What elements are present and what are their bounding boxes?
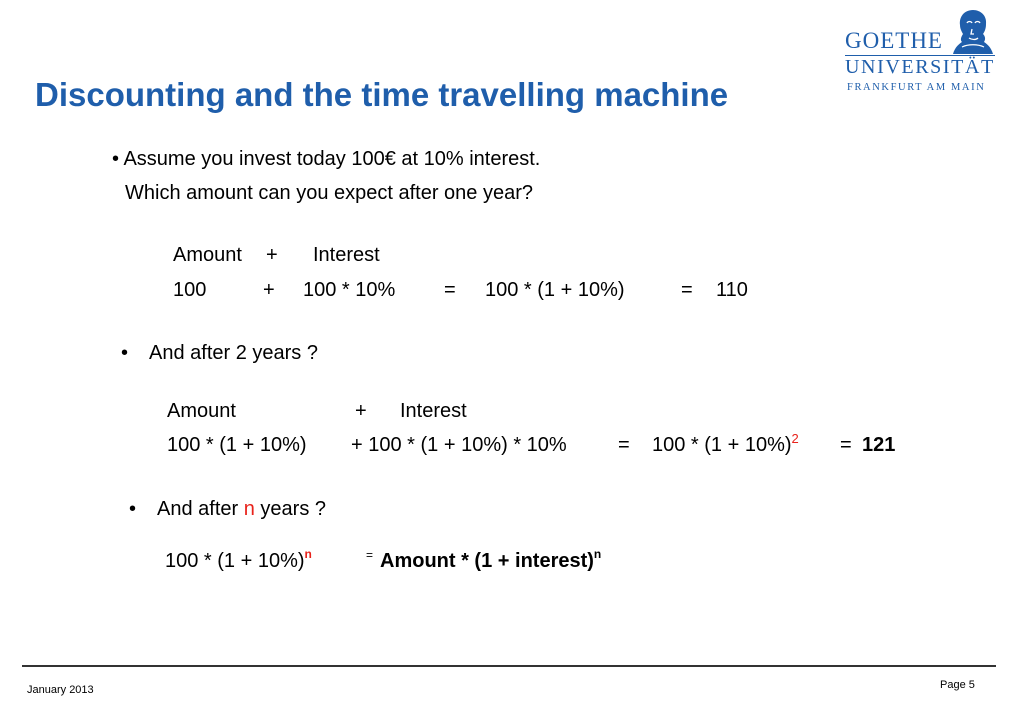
formula-rhs xyxy=(380,547,602,572)
calc2-result: 121 xyxy=(862,434,896,456)
formula-lhs-base: 100 * (1 + 10%) xyxy=(165,550,305,572)
calc1-header-interest: Interest xyxy=(313,244,380,266)
bullet3-variable-n: n xyxy=(243,498,255,520)
calc1-header-amount: Amount xyxy=(173,244,242,266)
bullet-invest-line-2: Which amount can you expect after one year? xyxy=(125,182,534,204)
calc2-expression-base: 100 * (1 + 10%) xyxy=(652,434,792,456)
calc1-equals-2: = xyxy=(681,279,693,301)
calc1-amount: 100 xyxy=(173,279,207,301)
calc2-interest: + 100 * (1 + 10%) * 10% xyxy=(351,434,567,456)
logo-line-2: UNIVERSITÄT xyxy=(845,56,995,78)
calc1-plus: + xyxy=(263,279,275,301)
calc2-header-amount: Amount xyxy=(167,400,236,422)
calc2-equals-2: = xyxy=(840,434,852,456)
footer-date: January 2013 xyxy=(27,684,94,696)
footer-page-number: Page 5 xyxy=(940,679,975,691)
calc1-header-plus: + xyxy=(266,244,278,266)
calc2-amount: 100 * (1 + 10%) xyxy=(167,434,307,456)
goethe-portrait-icon xyxy=(950,7,996,55)
calc2-expression xyxy=(652,431,799,456)
calc2-header-plus: + xyxy=(355,400,367,422)
calc2-header-interest: Interest xyxy=(400,400,467,422)
bullet-invest-line-1: • Assume you invest today 100€ at 10% interest. xyxy=(112,148,541,170)
bullet3-text-after: years ? xyxy=(260,498,327,520)
calc2-exponent: 2 xyxy=(791,431,799,446)
calc1-result: 110 xyxy=(716,279,748,301)
logo-line-1: GOETHE xyxy=(845,28,943,53)
logo-line-3: FRANKFURT AM MAIN xyxy=(847,82,986,93)
slide-title: Discounting and the time travelling machine xyxy=(35,76,729,113)
formula-lhs xyxy=(165,547,312,572)
calc2-equals-1: = xyxy=(618,434,630,456)
calc1-equals-1: = xyxy=(444,279,456,301)
formula-rhs-exponent: n xyxy=(593,547,602,561)
bullet-marker-2: • xyxy=(121,342,129,364)
calc1-expression: 100 * (1 + 10%) xyxy=(485,279,625,301)
footer-divider xyxy=(22,665,996,667)
calc1-interest: 100 * 10% xyxy=(303,279,396,301)
formula-equals: = xyxy=(366,548,374,562)
bullet3-text-before: And after xyxy=(157,498,239,520)
bullet-n-years xyxy=(157,498,326,520)
formula-lhs-exponent: n xyxy=(304,547,312,561)
bullet-two-years: And after 2 years ? xyxy=(149,342,318,364)
bullet-marker-3: • xyxy=(129,498,137,520)
logo-rule xyxy=(845,55,995,56)
formula-rhs-base: Amount * (1 + interest) xyxy=(380,550,594,572)
